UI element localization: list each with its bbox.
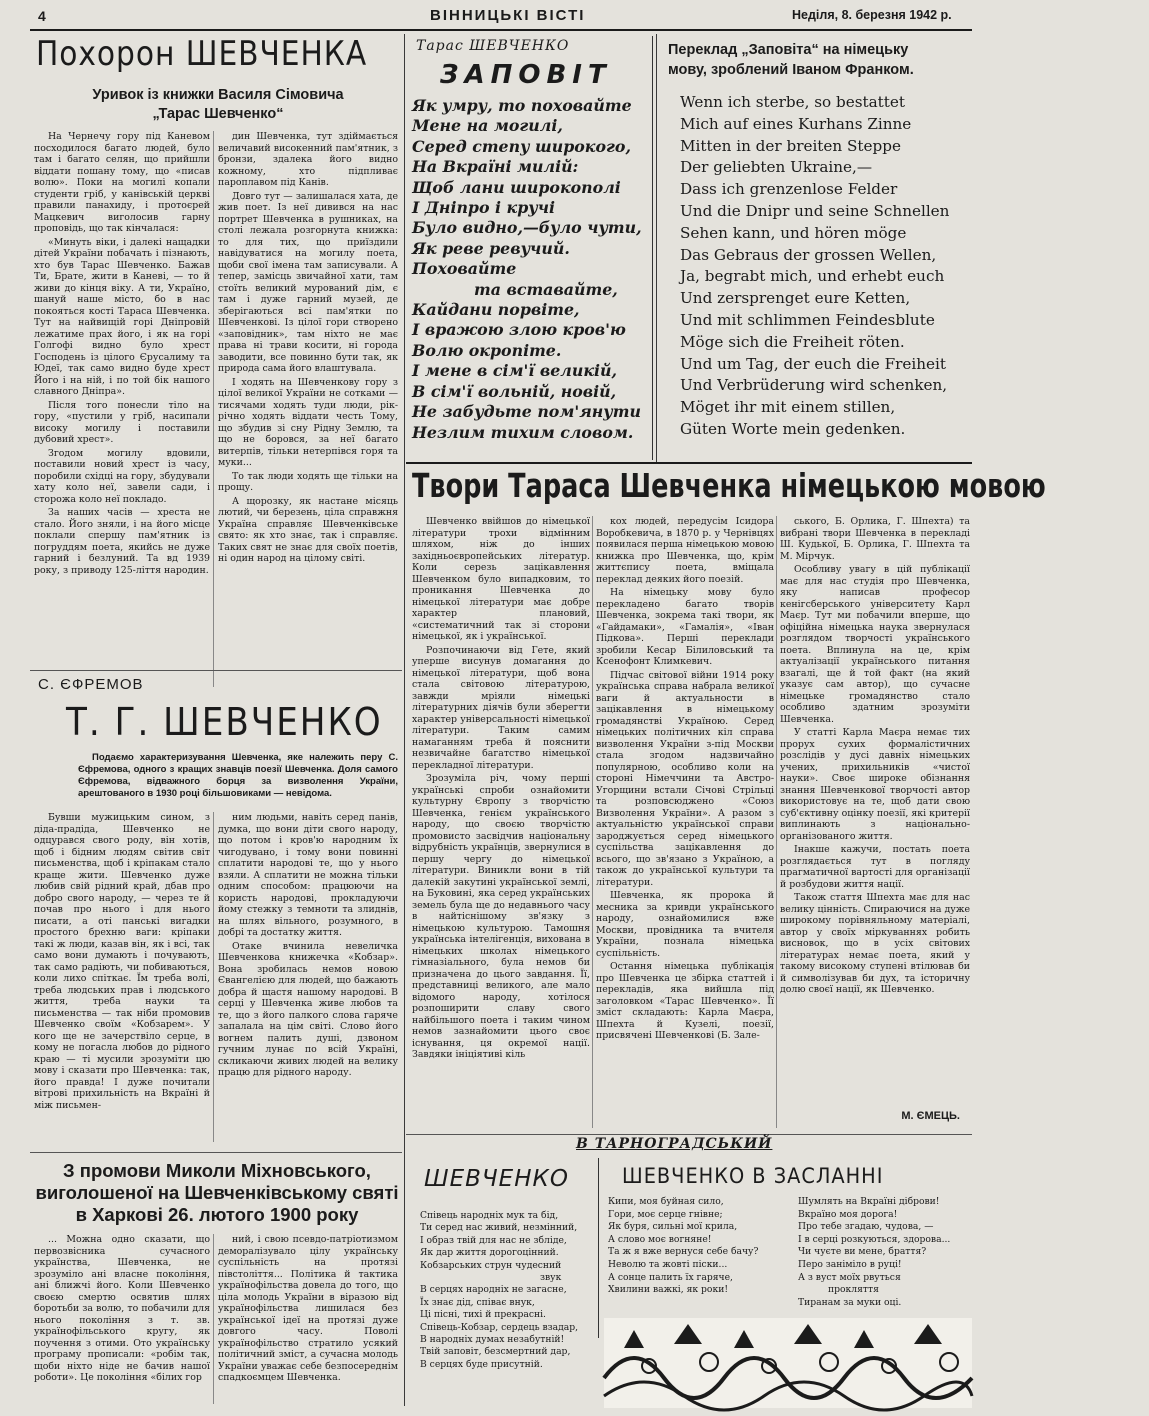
section-rule-efremov (30, 670, 402, 671)
works-col-1: Шевченко ввійшов до німецької літератури трохи відмінним шляхом, ніж до інших західньоєвропейських літератур. Коли серезь зацікавлення Шевченком було випадковим, то проникання Шевченка до німецької літератури має добре характер плановий, «систематичний так зі сторони німецької, як і української. Розпочинаючи від Гете, який уперше висунув домагання до німецької літератури, щоб вона стала світовою літературою, завжди мріяли німецькі літературних діячів були зберегти характер універсальності німецької літератури. Таким самим намаганням треба й пояснити незвичайне багатство німецької перекладної літератури. Зрозуміла річ, чому перші українські спроби ознайомити культурну Європу з творчістю Шевченка, генієм українського народу, що своєю творчістю промовисто засвідчив національну відрубність українців, звернулися в першу чергу до німецької літератури. Виникли вони в тій далекій закутині української землі, на Буковині, яка серед українських земель була ще до недавнього часу в найтіснішому зв'язку з німецькою культурою. Тамошня українська інтелігенція, вихована в німецьких школах німецького гімназіального, була немов би призначена до цього завдання. Її, представниці великого, але мало відомого народу, хотілося розпоширити славу свого найбільшого поета і таким чином немов зазнайомити цього своє існування, ця окремої нації. Завдяки ініціятиві кіль (412, 516, 590, 1060)
section-rule-works (406, 462, 972, 464)
funeral-col-1: На Чернечу гору під Каневом посходилося багато людей, було там і багато селян, що прийшли віддати пошану тому, що «писав волю». Поки на могилі копали студенти гріб, у канівській церкві правили панахиду, і протоєрей Мацкевич виголосив гарну проповідь, що так кінчалася: «Минуть віки, і далекі нащадки дітей України побачать і пізнають, хто був Тарас Шевченко. Бажав Ти, Брате, жити в Каневі, — то й живи до кінця віку. А ти, Україно, шануй наше місто, бо в нас покояться кості Тараса Шевченка. Тут на найвищій горі Дніпровій лежатиме прах його, і як на горі Голгофі видно було хрест Господень із цілого Єрусалиму та Юдеї, так само видно буде хрест Його і на ній, і по той бік нашого славного Дніпра». Після того понесли тіло на гору, «пустили у гріб, насипали високу могилу і поставили дубовий хрест». Згодом могилу вдовили, поставили новий хрест із часу, поробили східці на гору, збудували хату коло неї, завели сади, і сторожа коло неї покладо. За наших часів — хреста не стало. Його зняли, і на його місце поклали спершу пам'ятник із погруддям поета, якийсь не дуже гарний і безлуний. Та вд 1939 року, з приводу 125-ліття народин. (34, 131, 210, 576)
shevchenko-poem-title: ШЕВЧЕНКО (424, 1166, 569, 1192)
column-rule-2 (656, 34, 657, 462)
works-col-rule-2 (776, 516, 777, 1128)
funeral-col-rule (213, 131, 214, 687)
shevchenko-poem: Співець народніх мук та бід, Ти серед нас живий, незмінний, І образ твій для нас не збліде, Як дар життя дорогоцінний. Кобзарських струн чудесний звук В серцях народніх не загасне, Їх знає дід, співає внук, Ці пісні, тихі й прекрасні. Співець-Кобзар, сердець взадар, В народніх думах незабутній! Твій заповіт, безсмертний дар, В серцях буде присутній. (420, 1210, 579, 1370)
mikhnovsky-title: З промови Миколи Міхновського, виголошеної на Шевченківському святі в Харкові 26. лютого 1900 року (35, 1160, 399, 1225)
funeral-col-2: дин Шевченка, тут здіймається величавий високенний пам'ятник, з бронзи, здалека його видно кожному, хто підпливає пароплавом під Канів. Довго тут — залишалася хата, де жив поет. Із неї дивився на нас портрет Шевченка в рушниках, на столі лежала розгорнута книжка: то для тих, що приїздили навідуватися на могилу поета, щоби свої імена там записували. А тепер, замісць звичайної хати, там стоїть великий мурований дім, є там і дуже гарний музей, де зберігаються всі пам'ятки по Шевченкові. Із цілої гори створено «заповідник», там ніхто не має права ні трави косити, ні города заводити, все повинно бути так, як природа сама його влаштувала. І ходять на Шевченкову гору з цілої великої України не сотками — тисячами ходять туди люди, рік-річно ходять віддати честь Тому, що збудив зі сну Рідну Землю, та що не боровся, за неї багато витерпів, тільки нетерпівся горя та муки... То так люди ходять ще тільки на прощу. А щорозку, як настане місяць лютий, чи березень, ціла справжня Україна справляє Шевченківське свято: як хто знає, так і справляє. Таких свят не знає для своїх поетів, ні один народ на цілому світі. (218, 131, 398, 564)
efremov-col-2: ним людьми, навіть серед панів, думка, що вони діти свого народу, що потом і кров'ю народним їх чигодувано, і тому вони повинні сплатити народові те, що у нього взяли. А сплатити не можна тільки одним способом: працюючи на користь народові, прокладуючи йому стежку з темноти та злиднів, на шлях вільного, розумного, в добрі та достатку життя. Отаке вчинила невеличка Шевченкова книжечка «Кобзар». Вона зробилась немов новою Євангелією для людей, що бажають добра й щастя нашому народові. В серці у Шевченка живе любов та те, що з його палкого слова гаряче запалала на цім світі. Слово його вогнем палить душі, дзвоном гучним лунає по всій Україні, скликаючи живих людей на велику працю для рідного народу. (218, 812, 398, 1078)
exile-title: ШЕВЧЕНКО В ЗАСЛАННІ (622, 1164, 884, 1189)
column-rule-1 (404, 34, 405, 1406)
funeral-title: Похорон ШЕВЧЕНКА (36, 34, 368, 74)
zapovit-poem: Як умру, то поховайте Мене на могилі, Серед степу широкого, На Вкраїні милій: Щоб лани широкополі І Дніпро і кручі Було видно,—було чути, Як реве ревучий. Поховайте та вставайте, Кайдани порвіте, І вражою злою кров'ю Волю окропіте. І мене в сім'ї великій, В сім'ї вольній, новій, Не забудьте пом'янути Незлим тихим словом. (412, 96, 642, 442)
section-rule-mikhnovsky (30, 1152, 402, 1153)
newspaper-title: ВІННИЦЬКІ ВІСТІ (430, 7, 586, 24)
mikhnovsky-col-1: ... Можна одно сказати, що первозвісника сучасного українства, Шевченка, не зрозуміло ані власне покоління, ані ближчі його. Коли Шевченко своєю смертю освятив шлях боротьби за волю, то побачили для нього покоління з т. зв. українофільського кругу, як поучення з отими. Ото українську програму прописали: «робім так, щоби ніхто ніде не бачив нашої роботи». Це покоління «білих гор (34, 1234, 210, 1383)
mikhnovsky-col-2: ний, і свою псевдо-патріотизмом деморалізувало цілу українську суспільність на протязі півстоліття... Політика й тактика українофільства довела до того, що ціла молодь України в віразою від українофільства лишилася без української ідеї на протязі дуже довгого часу. Поволі українофільство стратило усякий політичний зміст, а сучасна молодь України уважає себе безпосереднім спадкоємцем Шевченка. (218, 1234, 398, 1383)
page-number: 4 (38, 8, 47, 24)
ornament-border-icon (604, 1318, 972, 1408)
masthead-rule (30, 29, 972, 31)
efremov-title: Т. Г. ШЕВЧЕНКО (66, 700, 383, 744)
exile-left-stanza: Кипи, моя буйная сило, Гори, моє серце гнівне; Як буря, сильні мої крила, А слово моє вогняне! Та ж я вже вернуся себе бачу? Неволю та жовті піски... А сонце палить їх гаряче, Хвилини важкі, як роки! (608, 1196, 759, 1296)
zapovit-title: ЗАПОВІТ (440, 60, 612, 90)
works-col-2: кох людей, передусім Ісидора Воробкевича, в 1870 р. у Чернівцях появилася перша німецькою мовою книжка про Шевченка, що, крім життєпису поета, вміщала переклад деяких його поезій. На німецьку мову було перекладено багато творів Шевченка, зокрема такі твори, як «Гайдамаки», «Гамалія», «Іван Підкова». Перші переклади зробили Кесар Білиловський та Ксенофонт Климкевич. Підчас світової війни 1914 року українська справа набрала великої ваги й актуальности в зацікавлення в німецькому громадянстві Україною. Серед німецьких політичних кіл справа визволення України з-під Москви стала згодом надзвичайно популярною, особливо коли на стороні Німеччини та Австро-Угорщини встали Січові Стрільці та розповсюджено «Союз Визволення України». А разом з актуальністю української справи зароджується серед німецького суспільства зацікавлення до всього, що зв'язано з Україною, а також до української культури та літератури. Шевченка, як пророка й месника за кривди українського народу, ознайомилися вже Москви, провідника та вчителя України, познала німецька суспільність. Остання німецька публікація про Шевченка це збірка статтей і перекладів, яка вийшла під заголовком «Тарас Шевченко». Її зміст складають: Карла Маєра, Шпехта й Кузелі, поезії, присвячені Шевченкові (Б. Зале- (596, 516, 774, 1041)
exile-right-stanza: Шумлять на Вкраїні діброви! Вкраїно моя дорога! Про тебе згадаю, чудова, — І в серці розкуються, здорова... Чи чуєте ви мене, браття? Перо заніміло в руці! А з вуст моїх рвуться прокляття Тиранам за муки оці. (798, 1196, 951, 1308)
german-poem: Wenn ich sterbe, so bestattet Mich auf eines Kurhans Zinne Mitten in der breiten Steppe Der geliebten Ukraine,— Dass ich grenzenlose Felder Und die Dnipr und seine Schnellen Sehen kann, und hören möge Das Gebraus der grossen Wellen, Ja, begrabt mich, und erhebt euch Und zersprenget eure Ketten, Und mit schlimmen Feindesblute Möge sich die Freiheit röten. Und um Tag, der euch die Freiheit Und Verbrüderung wird schenken, Möget ihr mit einem stillen, Güten Worte mein gedenken. (680, 93, 950, 438)
funeral-subtitle: Уривок із книжки Василя Сімовича „Тарас Шевченко“ (92, 87, 344, 122)
efremov-col-1: Бувши мужицьким сином, з діда-прадіда, Шевченко не одцурався свого роду, він хотів, щоб і бідним людям світив світ письменства, щоб і кріпакам стало краще жити. Шевченко дуже любив свій рідний край, дбав про добро свого народу, — через те й почав про нього і для нього писати, а оті панські вигадки простого брехню ваги: кріпаки такі ж люди, казав він, як і всі, так само вони думають і почувають, так само радіють, чи побиваються, коли лихо спіткає. Їм треба волі, треба людських прав і людського життя, треба науки та письменства — так ніби промовив Шевченко своїм «Кобзарем». У кого ще не зачерствіло серце, в кому не погасла любов до рідного краю — ті мусили зрозуміти цю мову і сказати про Шевченка: так, його правда! І дуже почитали вітрові прихильність на Вкраїні й між письмен- (34, 812, 210, 1111)
works-col-3: ського, Б. Орлика, Г. Шпехта) та вибрані твори Шевченка в перекладі Ш. Кудької, Б. Орлика, Г. Шпехта та М. Мірчук. Особливу увагу в цій публікації має для нас студія про Шевченка, яку написав професор кенігсберського університету Карл Маєр. Тут ми побачили вперше, що офіційна німецька наука звернулася розглядом творчості українського поета. Вплинула на це, крім актуалізації українського питання взагалі, ще й той факт (на який указує сам автор), що сучасне німецьке громадянство стало особливо здатним зрозуміти Шевченка. У статті Карла Маєра немає тих прорух сухих формалістичних розслідів у дусі давніх німецьких учених, прихильників «чистої науки». Своє широке обізнання знання Шевченкової творчості автор використовує на те, щоб дати свою суб'єктивну оцінку поезії, які критерії виплинають з національно-організованого життя. Інакше кажучи, постать поета розглядається тут в погляду прагматичної вартості для організації й розбудови життя нації. Також стаття Шпехта має для нас велику цінність. Спираючися на дуже широкому порівняльному матеріалі, автор у своїх міркуваннях робить висновок, що в усіх світових літературах немає поета, який у такому високому ступені втілював би й символізував би дух, та історичну долю своєї нації, як Шевченко. (780, 516, 970, 995)
issue-date: Неділя, 8. березня 1942 р. (792, 8, 952, 22)
efremov-col-rule (213, 812, 214, 1142)
efremov-intro: Подаємо характеризування Шевченка, яке належить перу С. Єфремова, одного з кращих знавців поезії Шевченка. Доля самого Єфремова, відважного борця за визволення України, арештованого в 1930 році більшовиками — невідома. (78, 752, 398, 799)
efremov-author: С. ЄФРЕМОВ (38, 676, 144, 693)
works-signature: М. ЄМЕЦЬ. (901, 1110, 960, 1122)
zapovit-author: Тарас ШЕВЧЕНКО (416, 38, 570, 54)
tarnograd-header: В ТАРНОГРАДСЬКИЙ (576, 1136, 773, 1152)
works-title: Твори Тараса Шевченка німецькою мовою (412, 466, 1046, 505)
section-rule-tarnograd (406, 1134, 972, 1135)
works-col-rule-1 (592, 516, 593, 1128)
mikhnovsky-col-rule (213, 1234, 214, 1404)
german-title: Переклад „Заповіта“ на німецьку мову, зроблений Іваном Франком. (668, 42, 914, 78)
